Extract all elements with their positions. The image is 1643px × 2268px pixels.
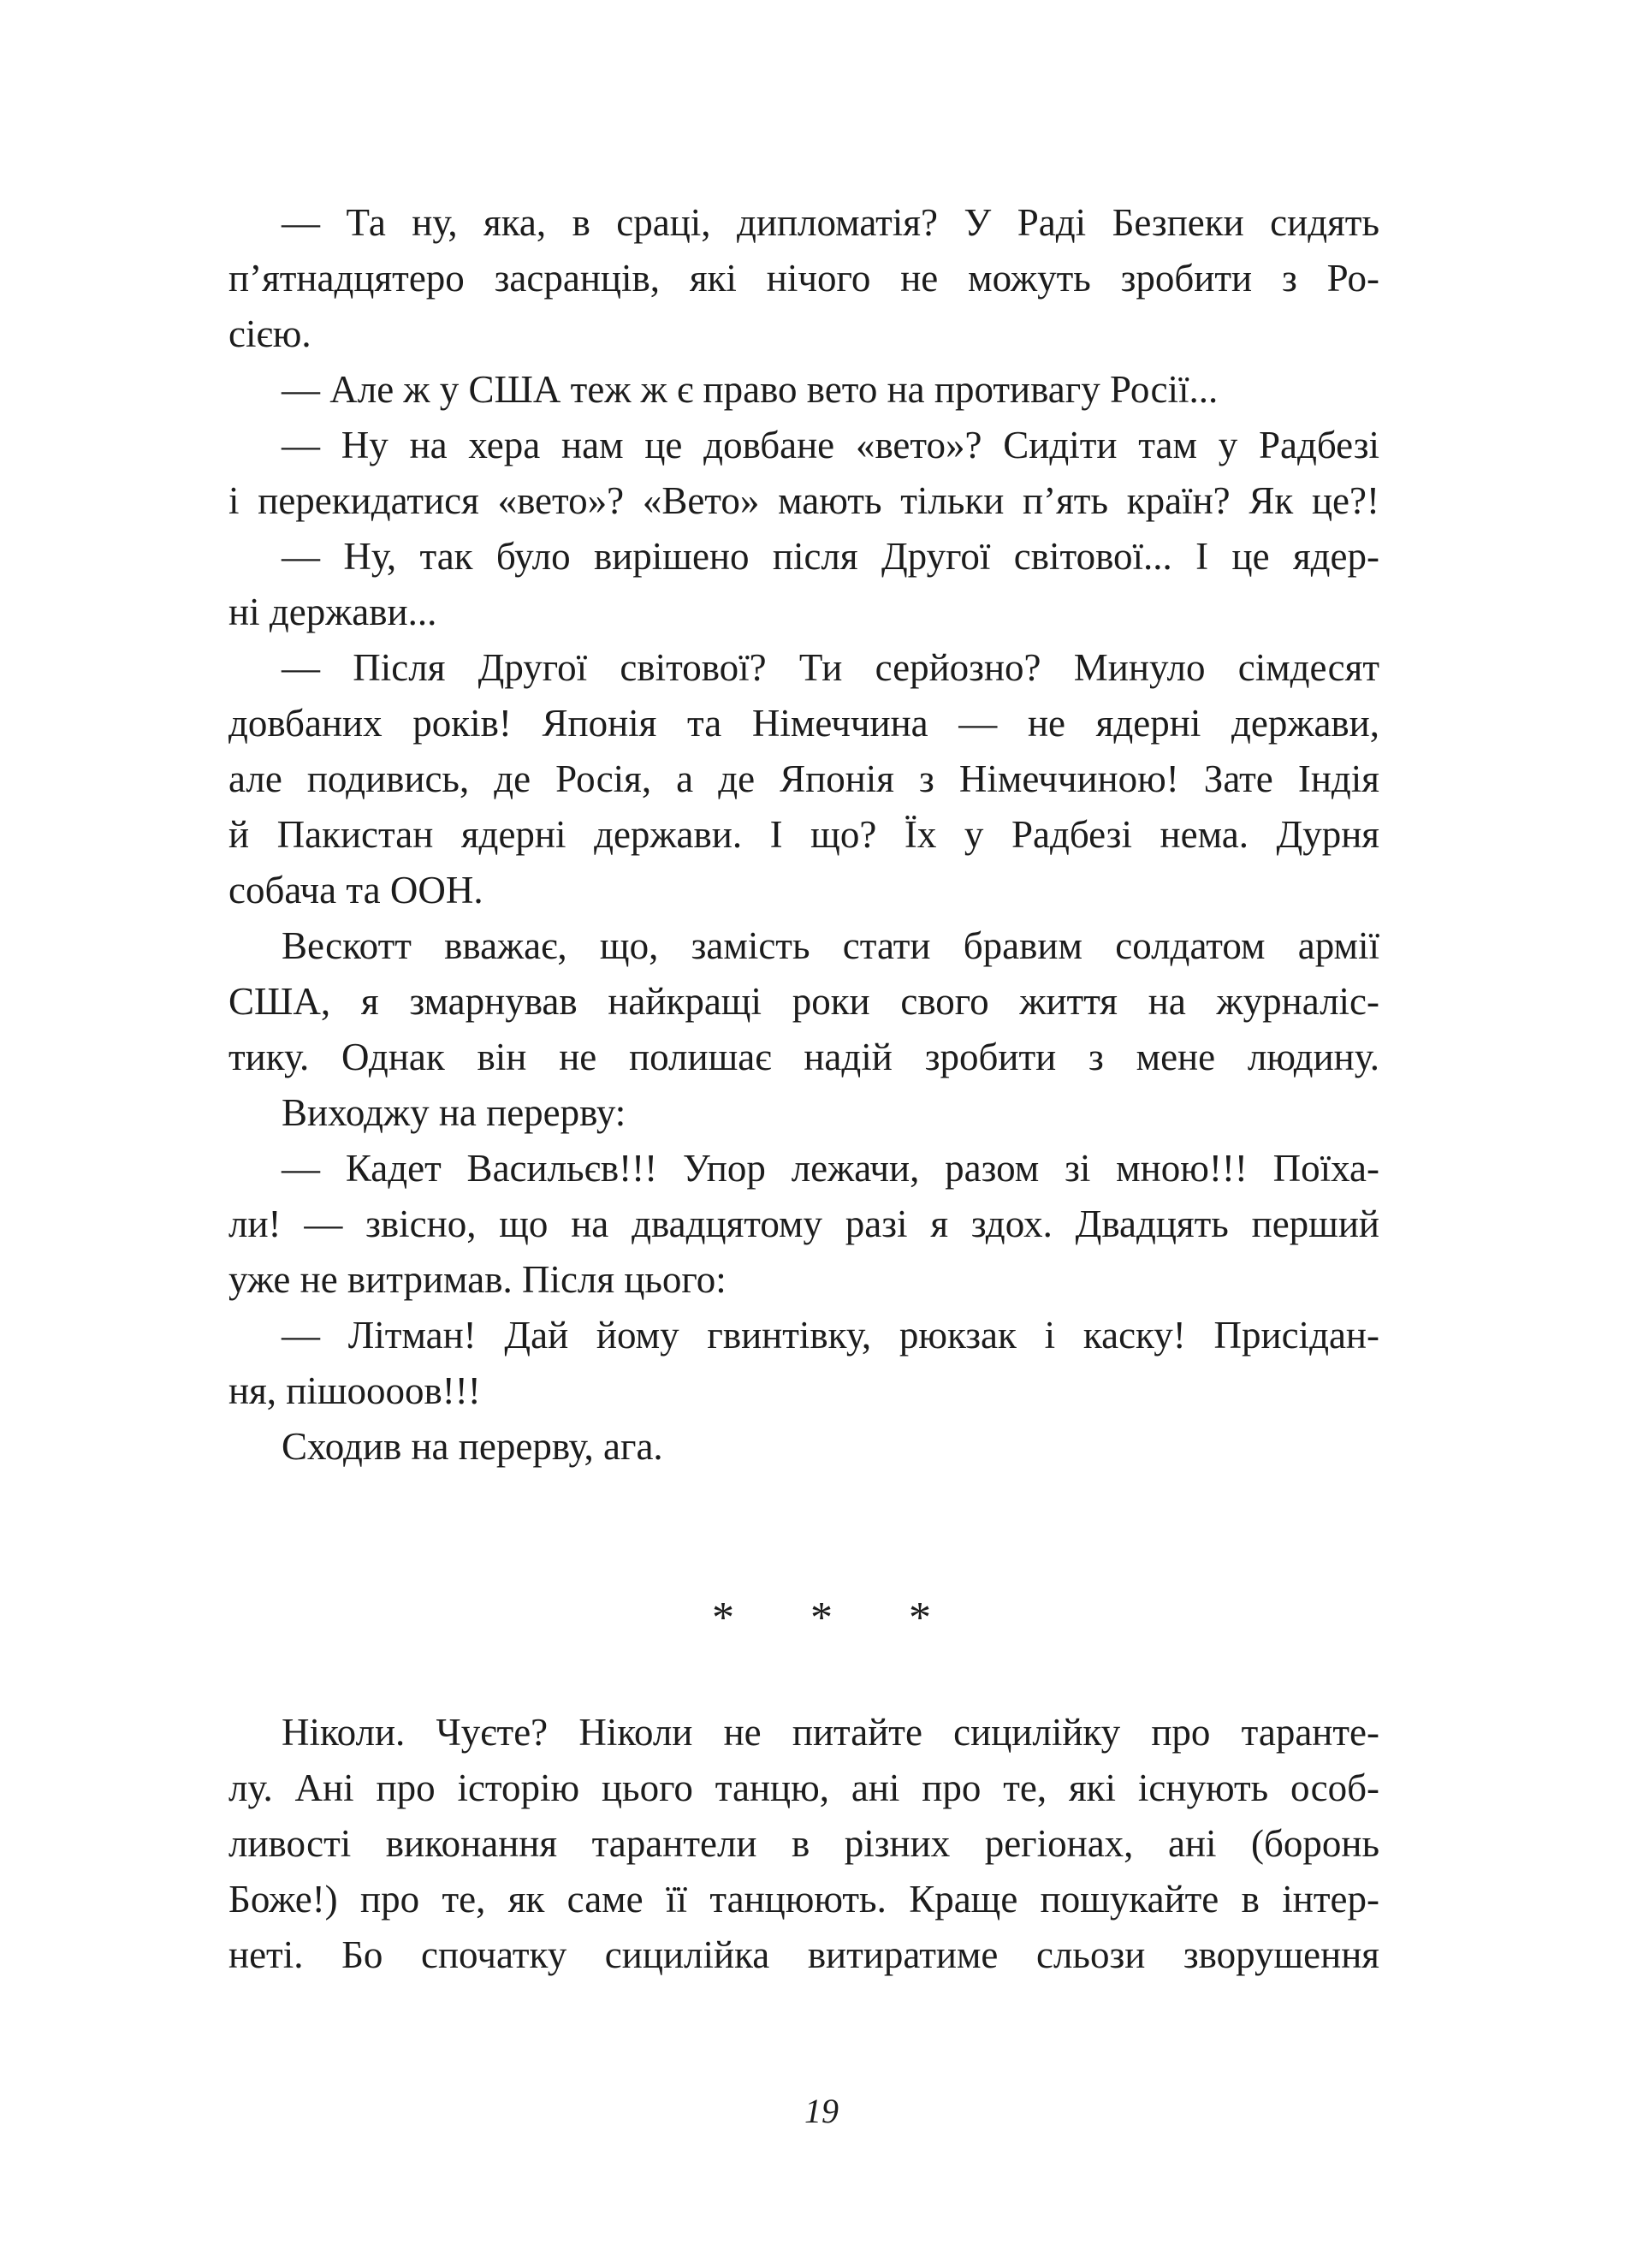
text-line: лу. Ані про історію цього танцю, ані про те, які існують особ- — [228, 1766, 1379, 1809]
text-block-tarantella — [228, 1705, 1379, 1983]
text-line: довбаних років! Японія та Німеччина — не ядерні держави, — [228, 702, 1379, 745]
text-line: неті. Бо спочатку сицилійка витиратиме сльози зворушення — [228, 1933, 1379, 1976]
text-line: Виходжу на перерву: — [282, 1091, 626, 1134]
page-number: 19 — [804, 2092, 839, 2130]
text-line: ні держави... — [228, 591, 437, 633]
text-block-dialogue — [228, 195, 1379, 1475]
text-line: собача та ООН. — [228, 869, 483, 911]
text-line: — Ну на хера нам це довбане «вето»? Сидіти там у Радбезі — [282, 424, 1379, 466]
text-line: — Та ну, яка, в сраці, дипломатія? У Раді Безпеки сидять — [282, 201, 1379, 244]
text-line: ливості виконання тарантели в різних регіонах, ані (боронь — [228, 1822, 1379, 1865]
text-line: п’ятнадцятеро засранців, які нічого не можуть зробити з Ро- — [228, 257, 1379, 300]
text-line: Боже!) про те, як саме її танцюють. Краще пошукайте в інтер- — [228, 1878, 1379, 1921]
text-line: — Після Другої світової? Ти серйозно? Минуло сімдесят — [282, 646, 1379, 689]
text-line: Сходив на перерву, ага. — [282, 1425, 663, 1468]
text-line: — Але ж у США теж ж є право вето на противагу Росії... — [282, 368, 1219, 411]
text-line: — Кадет Васильєв!!! Упор лежачи, разом зі мною!!! Поїха- — [282, 1147, 1379, 1190]
text-line: — Ну, так було вирішено після Другої світової... І це ядер- — [282, 535, 1379, 578]
text-line: ня, пішоооов!!! — [228, 1369, 481, 1412]
text-line: сією. — [228, 312, 311, 355]
text-line: й Пакистан ядерні держави. І що? Їх у Радбезі нема. Дурня — [228, 813, 1379, 856]
text-line: Вескотт вважає, що, замість стати бравим солдатом армії — [282, 924, 1379, 967]
text-line: Ніколи. Чуєте? Ніколи не питайте сицилійку про тарантe- — [282, 1711, 1379, 1754]
text-line: але подивись, де Росія, а де Японія з Німеччиною! Зате Індія — [228, 757, 1379, 800]
text-line: і перекидатися «вето»? «Вето» мають тільки п’ять країн? Як це?! — [228, 479, 1379, 522]
text-line: США, я змарнував найкращі роки свого життя на журналіс- — [228, 980, 1379, 1023]
text-line: — Літман! Дай йому гвинтівку, рюкзак і каску! Присідан- — [282, 1314, 1379, 1357]
section-separator: * * * — [712, 1594, 964, 1642]
text-line: уже не витримав. Після цього: — [228, 1258, 727, 1301]
text-line: тику. Однак він не полишає надій зробити з мене людину. — [228, 1036, 1379, 1078]
text-line: ли! — звісно, що на двадцятому разі я здох. Двадцять перший — [228, 1202, 1379, 1245]
